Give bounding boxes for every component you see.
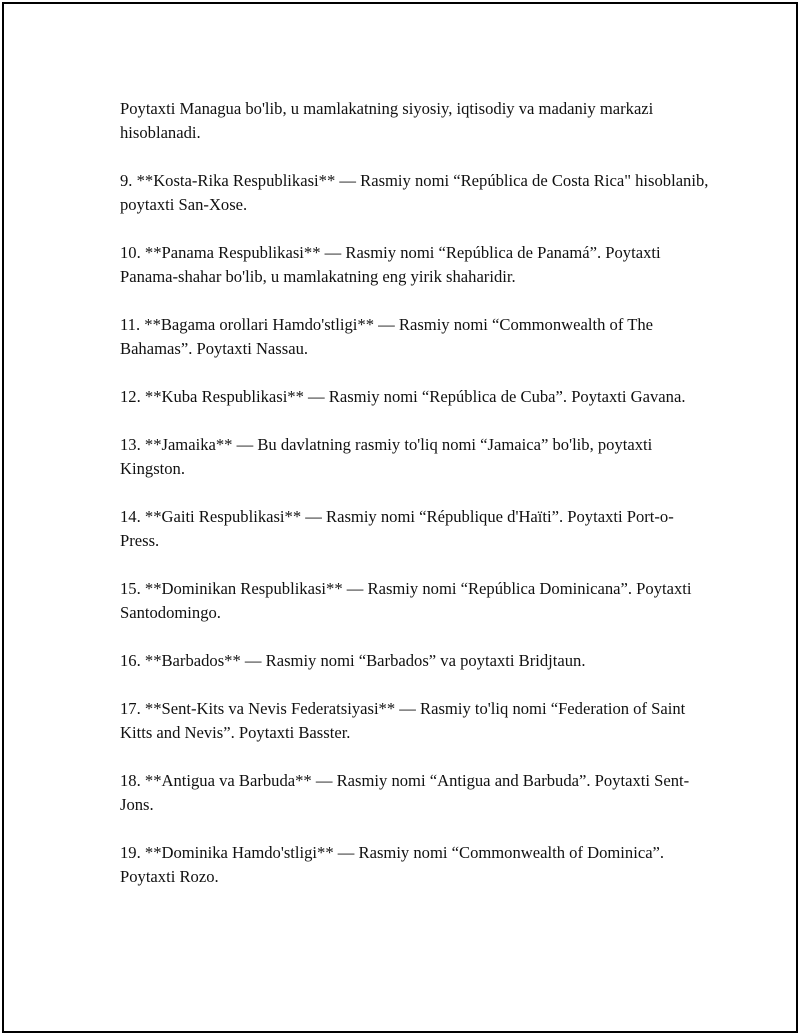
paragraph-intro: Poytaxti Managua bo'lib, u mamlakatning siyosiy, iqtisodiy va madaniy markazi hisoblanadi. bbox=[120, 99, 654, 142]
page-frame bbox=[2, 2, 798, 1033]
paragraph-item-16: 16. **Barbados** — Rasmiy nomi “Barbados” va poytaxti Bridjtaun. bbox=[120, 651, 586, 670]
paragraph-item-12: 12. **Kuba Respublikasi** — Rasmiy nomi “República de Cuba”. Poytaxti Gavana. bbox=[120, 387, 686, 406]
paragraph-item-18: 18. **Antigua va Barbuda** — Rasmiy nomi “Antigua and Barbuda”. Poytaxti Sent-Jons. bbox=[120, 771, 690, 814]
paragraph-item-14: 14. **Gaiti Respublikasi** — Rasmiy nomi “République d'Haïti”. Poytaxti Port-o-Press. bbox=[120, 507, 674, 550]
paragraph-item-9: 9. **Kosta-Rika Respublikasi** — Rasmiy nomi “República de Costa Rica" hisoblanib, poytaxti San-Xose. bbox=[120, 171, 709, 214]
document-body bbox=[120, 97, 710, 913]
paragraph-item-17: 17. **Sent-Kits va Nevis Federatsiyasi** — Rasmiy to'liq nomi “Federation of Saint Kitts and Nevis”. Poytaxti Basster. bbox=[120, 699, 686, 742]
paragraph-item-13: 13. **Jamaika** — Bu davlatning rasmiy to'liq nomi “Jamaica” bo'lib, poytaxti Kingston. bbox=[120, 435, 653, 478]
paragraph-item-11: 11. **Bagama orollari Hamdo'stligi** — Rasmiy nomi “Commonwealth of The Bahamas”. Poytaxti Nassau. bbox=[120, 315, 653, 358]
paragraph-item-15: 15. **Dominikan Respublikasi** — Rasmiy nomi “República Dominicana”. Poytaxti Santodomingo. bbox=[120, 579, 692, 622]
paragraph-item-19: 19. **Dominika Hamdo'stligi** — Rasmiy nomi “Commonwealth of Dominica”. Poytaxti Rozo. bbox=[120, 843, 665, 886]
paragraph-item-10: 10. **Panama Respublikasi** — Rasmiy nomi “República de Panamá”. Poytaxti Panama-shahar bo'lib, u mamlakatning eng yirik shaharidir. bbox=[120, 243, 661, 286]
